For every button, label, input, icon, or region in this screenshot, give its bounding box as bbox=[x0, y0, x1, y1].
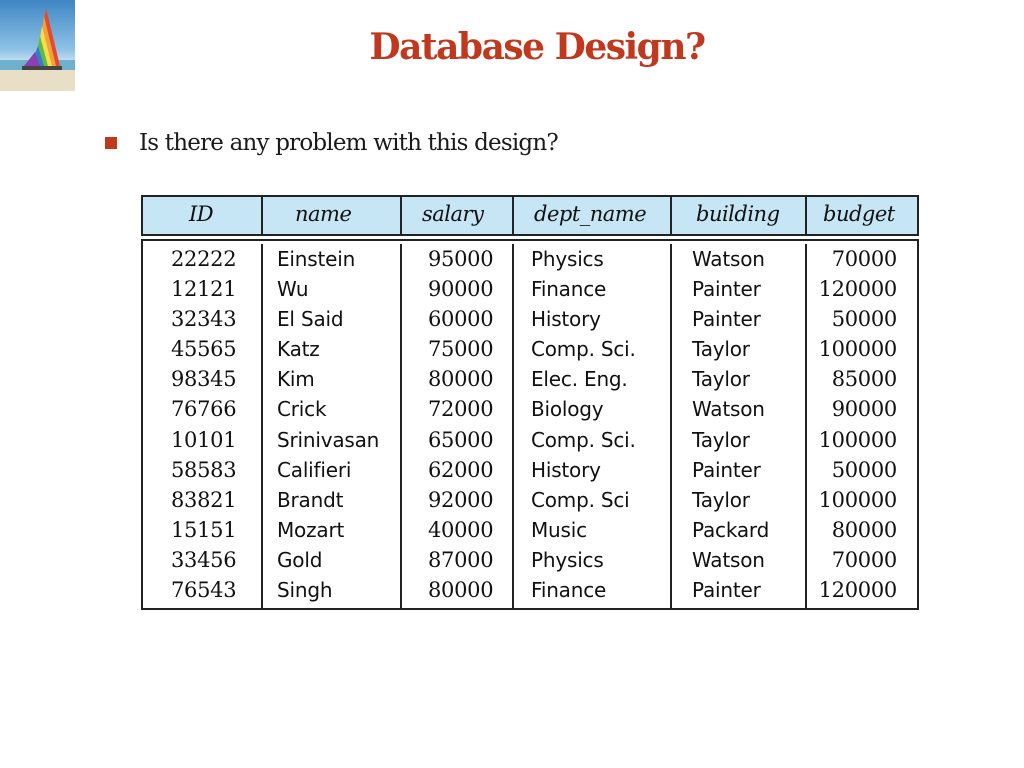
column-dept-name bbox=[514, 244, 672, 608]
bullet-text: Is there any problem with this design? bbox=[139, 130, 558, 156]
header-budget: budget bbox=[823, 202, 895, 226]
cell-name: Srinivasan bbox=[277, 427, 380, 452]
cell-building: Taylor bbox=[692, 487, 750, 512]
cell-name: Califieri bbox=[277, 457, 352, 482]
cell-budget: 80000 bbox=[831, 517, 897, 542]
cell-dept-name: Comp. Sci bbox=[531, 487, 630, 512]
cell-dept-name: Music bbox=[531, 517, 587, 542]
cell-budget: 100000 bbox=[818, 427, 897, 452]
cell-name: Singh bbox=[277, 578, 333, 603]
cell-budget: 85000 bbox=[831, 367, 897, 392]
cell-budget: 120000 bbox=[818, 578, 897, 603]
cell-salary: 80000 bbox=[428, 578, 494, 603]
cell-budget: 70000 bbox=[831, 247, 897, 271]
cell-salary: 92000 bbox=[428, 487, 494, 512]
instructor-table bbox=[141, 195, 919, 610]
cell-name: Kim bbox=[277, 367, 315, 392]
cell-building: Painter bbox=[692, 457, 761, 482]
cell-salary: 95000 bbox=[428, 247, 494, 271]
cell-building: Watson bbox=[692, 547, 765, 572]
bullet-square-icon bbox=[105, 137, 117, 149]
cell-salary: 60000 bbox=[428, 307, 494, 332]
cell-dept-name: History bbox=[531, 307, 601, 332]
cell-salary: 75000 bbox=[428, 337, 494, 362]
cell-budget: 100000 bbox=[818, 337, 897, 362]
cell-id: 22222 bbox=[171, 247, 237, 271]
cell-dept-name: Comp. Sci. bbox=[531, 337, 636, 362]
cell-name: El Said bbox=[277, 307, 344, 332]
cell-id: 45565 bbox=[171, 337, 237, 362]
table-body bbox=[141, 239, 919, 610]
header-salary: salary bbox=[402, 197, 514, 234]
cell-dept-name: History bbox=[531, 457, 601, 482]
cell-building: Packard bbox=[692, 517, 770, 542]
cell-id: 15151 bbox=[171, 517, 237, 542]
header-dept-name: dept_name bbox=[514, 197, 672, 234]
cell-id: 76766 bbox=[171, 397, 237, 422]
cell-salary: 65000 bbox=[428, 427, 494, 452]
cell-id: 10101 bbox=[171, 427, 237, 452]
bullet-item bbox=[105, 130, 558, 156]
table-header bbox=[141, 195, 919, 236]
cell-id: 98345 bbox=[171, 367, 237, 392]
column-budget bbox=[807, 244, 917, 608]
cell-name: Katz bbox=[277, 337, 320, 362]
cell-name: Brandt bbox=[277, 487, 344, 512]
cell-building: Taylor bbox=[692, 367, 750, 392]
cell-id: 32343 bbox=[171, 307, 237, 332]
cell-id: 12121 bbox=[171, 277, 237, 302]
cell-budget: 100000 bbox=[818, 487, 897, 512]
cell-budget: 70000 bbox=[831, 547, 897, 572]
cell-dept-name: Elec. Eng. bbox=[531, 367, 628, 392]
cell-budget: 120000 bbox=[818, 277, 897, 302]
cell-building: Watson bbox=[692, 247, 765, 271]
cell-dept-name: Physics bbox=[531, 547, 604, 572]
cell-name: Einstein bbox=[277, 247, 356, 271]
cell-dept-name: Physics bbox=[531, 247, 604, 271]
cell-name: Gold bbox=[277, 547, 323, 572]
column-salary bbox=[402, 244, 514, 608]
cell-id: 33456 bbox=[171, 547, 237, 572]
cell-name: Wu bbox=[277, 277, 309, 302]
cell-building: Painter bbox=[692, 578, 761, 603]
cell-building: Painter bbox=[692, 307, 761, 332]
header-id: ID bbox=[143, 197, 263, 234]
cell-building: Taylor bbox=[692, 337, 750, 362]
cell-dept-name: Finance bbox=[531, 277, 607, 302]
column-name bbox=[263, 244, 402, 608]
cell-salary: 80000 bbox=[428, 367, 494, 392]
cell-id: 83821 bbox=[171, 487, 237, 512]
cell-budget: 50000 bbox=[831, 307, 897, 332]
cell-salary: 87000 bbox=[428, 547, 494, 572]
cell-dept-name: Comp. Sci. bbox=[531, 427, 636, 452]
column-id bbox=[143, 244, 263, 608]
cell-dept-name: Finance bbox=[531, 578, 607, 603]
header-name: name bbox=[263, 197, 402, 234]
cell-salary: 40000 bbox=[428, 517, 494, 542]
cell-dept-name: Biology bbox=[531, 397, 604, 422]
cell-name: Mozart bbox=[277, 517, 345, 542]
cell-budget: 90000 bbox=[831, 397, 897, 422]
cell-building: Taylor bbox=[692, 427, 750, 452]
page-title: Database Design? bbox=[369, 26, 705, 68]
cell-salary: 90000 bbox=[428, 277, 494, 302]
cell-name: Crick bbox=[277, 397, 327, 422]
cell-budget: 50000 bbox=[831, 457, 897, 482]
cell-building: Watson bbox=[692, 397, 765, 422]
cell-salary: 72000 bbox=[428, 397, 494, 422]
cell-id: 58583 bbox=[171, 457, 237, 482]
header-building: building bbox=[672, 197, 807, 234]
column-building bbox=[672, 244, 807, 608]
cell-id: 76543 bbox=[171, 578, 237, 603]
cell-building: Painter bbox=[692, 277, 761, 302]
cell-salary: 62000 bbox=[428, 457, 494, 482]
